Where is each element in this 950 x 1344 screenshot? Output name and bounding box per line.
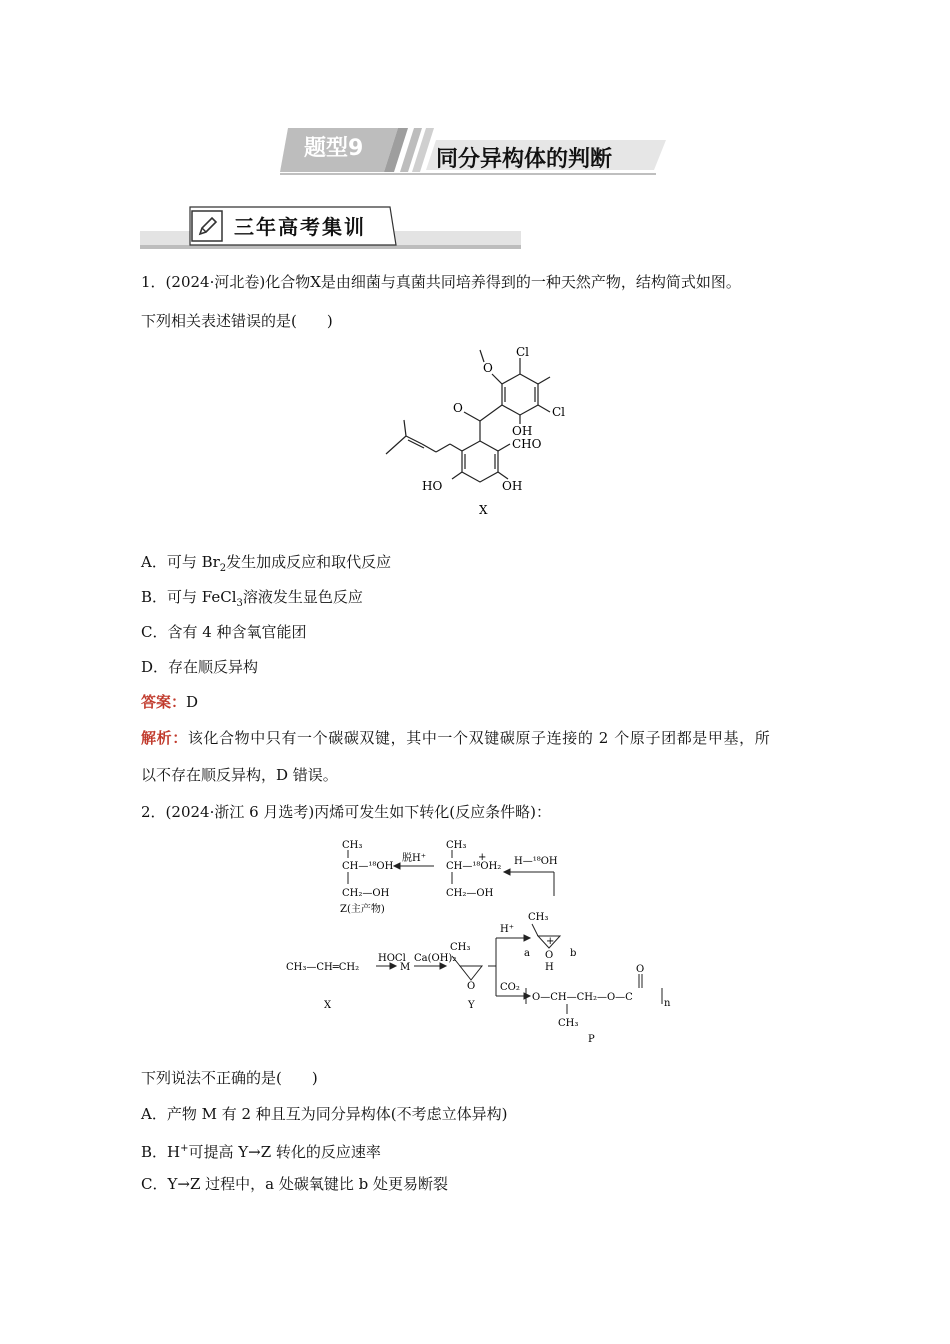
reaction-scheme	[282, 836, 682, 1046]
ion-ch3: CH₃	[528, 912, 549, 923]
mid-ch3: CH₃	[446, 840, 467, 851]
z-ch2oh: CH₂—OH	[342, 888, 390, 899]
label-cho: CHO	[512, 437, 542, 451]
title-banner	[280, 122, 670, 180]
q2-option-b	[141, 1138, 381, 1163]
q1-stem-line1: 1．(2024·河北卷)化合物X是由细菌与真菌共同培养得到的一种天然产物，结构简式如图。	[141, 273, 741, 291]
analysis-text-1: 该化合物中只有一个碳碳双键，其中一个双键碳原子连接的 2 个原子团都是甲基，所	[187, 729, 771, 747]
q2-option-b-post: 可提高 Y→Z 转化的反应速率	[188, 1143, 381, 1161]
q1-answer	[141, 691, 198, 713]
q2-option-a: A．产物 M 有 2 种且互为同分异构体(不考虑立体异构)	[141, 1105, 508, 1123]
answer-label: 答案：	[141, 693, 187, 711]
label-cl-right: Cl	[552, 405, 566, 419]
q1-option-a	[141, 551, 391, 580]
x-name: X	[324, 1000, 332, 1011]
p-ch3: CH₃	[558, 1018, 579, 1029]
q1-option-a-pre: A．可与 Br	[141, 553, 220, 571]
ion-o: O	[545, 950, 554, 961]
x-formula: CH₃—CH═CH₂	[286, 962, 360, 973]
reagent-hocl: HOCl	[378, 953, 406, 964]
z-name: Z(主产物)	[340, 904, 385, 915]
reagent-h-plus: H⁺	[500, 924, 514, 935]
y-o: O	[467, 981, 476, 992]
p-chain: O—CH—CH₂—O—C	[532, 992, 633, 1003]
q1-option-a-post: 发生加成反应和取代反应	[226, 553, 392, 571]
y-name: Y	[468, 1000, 475, 1011]
label-cl-top: Cl	[516, 345, 530, 359]
reagent-caoh2: Ca(OH)₂	[414, 953, 457, 964]
mid-ch2oh: CH₂—OH	[446, 888, 494, 899]
edit-pencil-icon	[196, 214, 220, 238]
question-type-label: 题型9	[304, 136, 364, 161]
y-ch3: CH₃	[450, 942, 471, 953]
compound-x-structure	[380, 344, 580, 519]
page-title: 同分异构体的判断	[436, 147, 613, 172]
p-o-top: O	[636, 964, 645, 975]
ion-plus: +	[546, 936, 555, 947]
section-title: 三年高考集训	[234, 215, 366, 239]
q1-analysis-line1	[141, 727, 770, 749]
ring-top	[502, 374, 538, 415]
ion-a: a	[524, 948, 530, 959]
mid-plus: +	[478, 852, 487, 863]
z-ch: CH—¹⁸OH	[342, 861, 394, 872]
answer-value: D	[186, 693, 199, 711]
ion-b: b	[570, 948, 577, 959]
q1-option-b	[141, 586, 363, 615]
mid-ch: CH—¹⁸OH₂	[446, 861, 502, 872]
label-ho-left: HO	[422, 479, 443, 493]
m-label: M	[400, 962, 411, 973]
label-oh-right: OH	[502, 479, 523, 493]
q1-analysis-line2: 以不存在顺反异构，D 错误。	[141, 766, 338, 784]
h2o18: H—¹⁸OH	[514, 856, 558, 867]
label-o-ether: O	[483, 361, 493, 375]
ion-h: H	[545, 962, 554, 973]
q2-option-c: C．Y→Z 过程中，a 处碳氧键比 b 处更易断裂	[141, 1175, 448, 1193]
q2-option-b-sup: +	[180, 1143, 189, 1154]
q2-option-b-pre: B．H	[141, 1143, 181, 1161]
z-ch3: CH₃	[342, 840, 363, 851]
q1-option-a-sub: 2	[219, 563, 227, 574]
reagent-co2: CO₂	[500, 982, 520, 993]
arrow-dehyd: 脱H⁺	[402, 853, 426, 864]
label-x: X	[479, 503, 488, 517]
q1-option-b-sub: 3	[236, 598, 243, 609]
ring-bottom	[462, 441, 498, 482]
p-n: n	[664, 998, 671, 1009]
section-header	[140, 205, 522, 251]
q2-stem: 2．(2024·浙江 6 月选考)丙烯可发生如下转化(反应条件略)：	[141, 803, 551, 821]
analysis-label: 解析：	[141, 729, 188, 747]
p-name: P	[588, 1034, 595, 1045]
q1-option-b-post: 溶液发生显色反应	[242, 588, 363, 606]
q2-sub-stem: 下列说法不正确的是( )	[141, 1069, 318, 1087]
q1-option-b-pre: B．可与 FeCl	[141, 588, 237, 606]
label-oh-mid: OH	[512, 424, 533, 438]
q1-stem-line2: 下列相关表述错误的是( )	[141, 312, 333, 330]
q1-option-d: D．存在顺反异构	[141, 658, 259, 676]
q1-option-c: C．含有 4 种含氧官能团	[141, 623, 307, 641]
label-o-ketone: O	[453, 401, 463, 415]
